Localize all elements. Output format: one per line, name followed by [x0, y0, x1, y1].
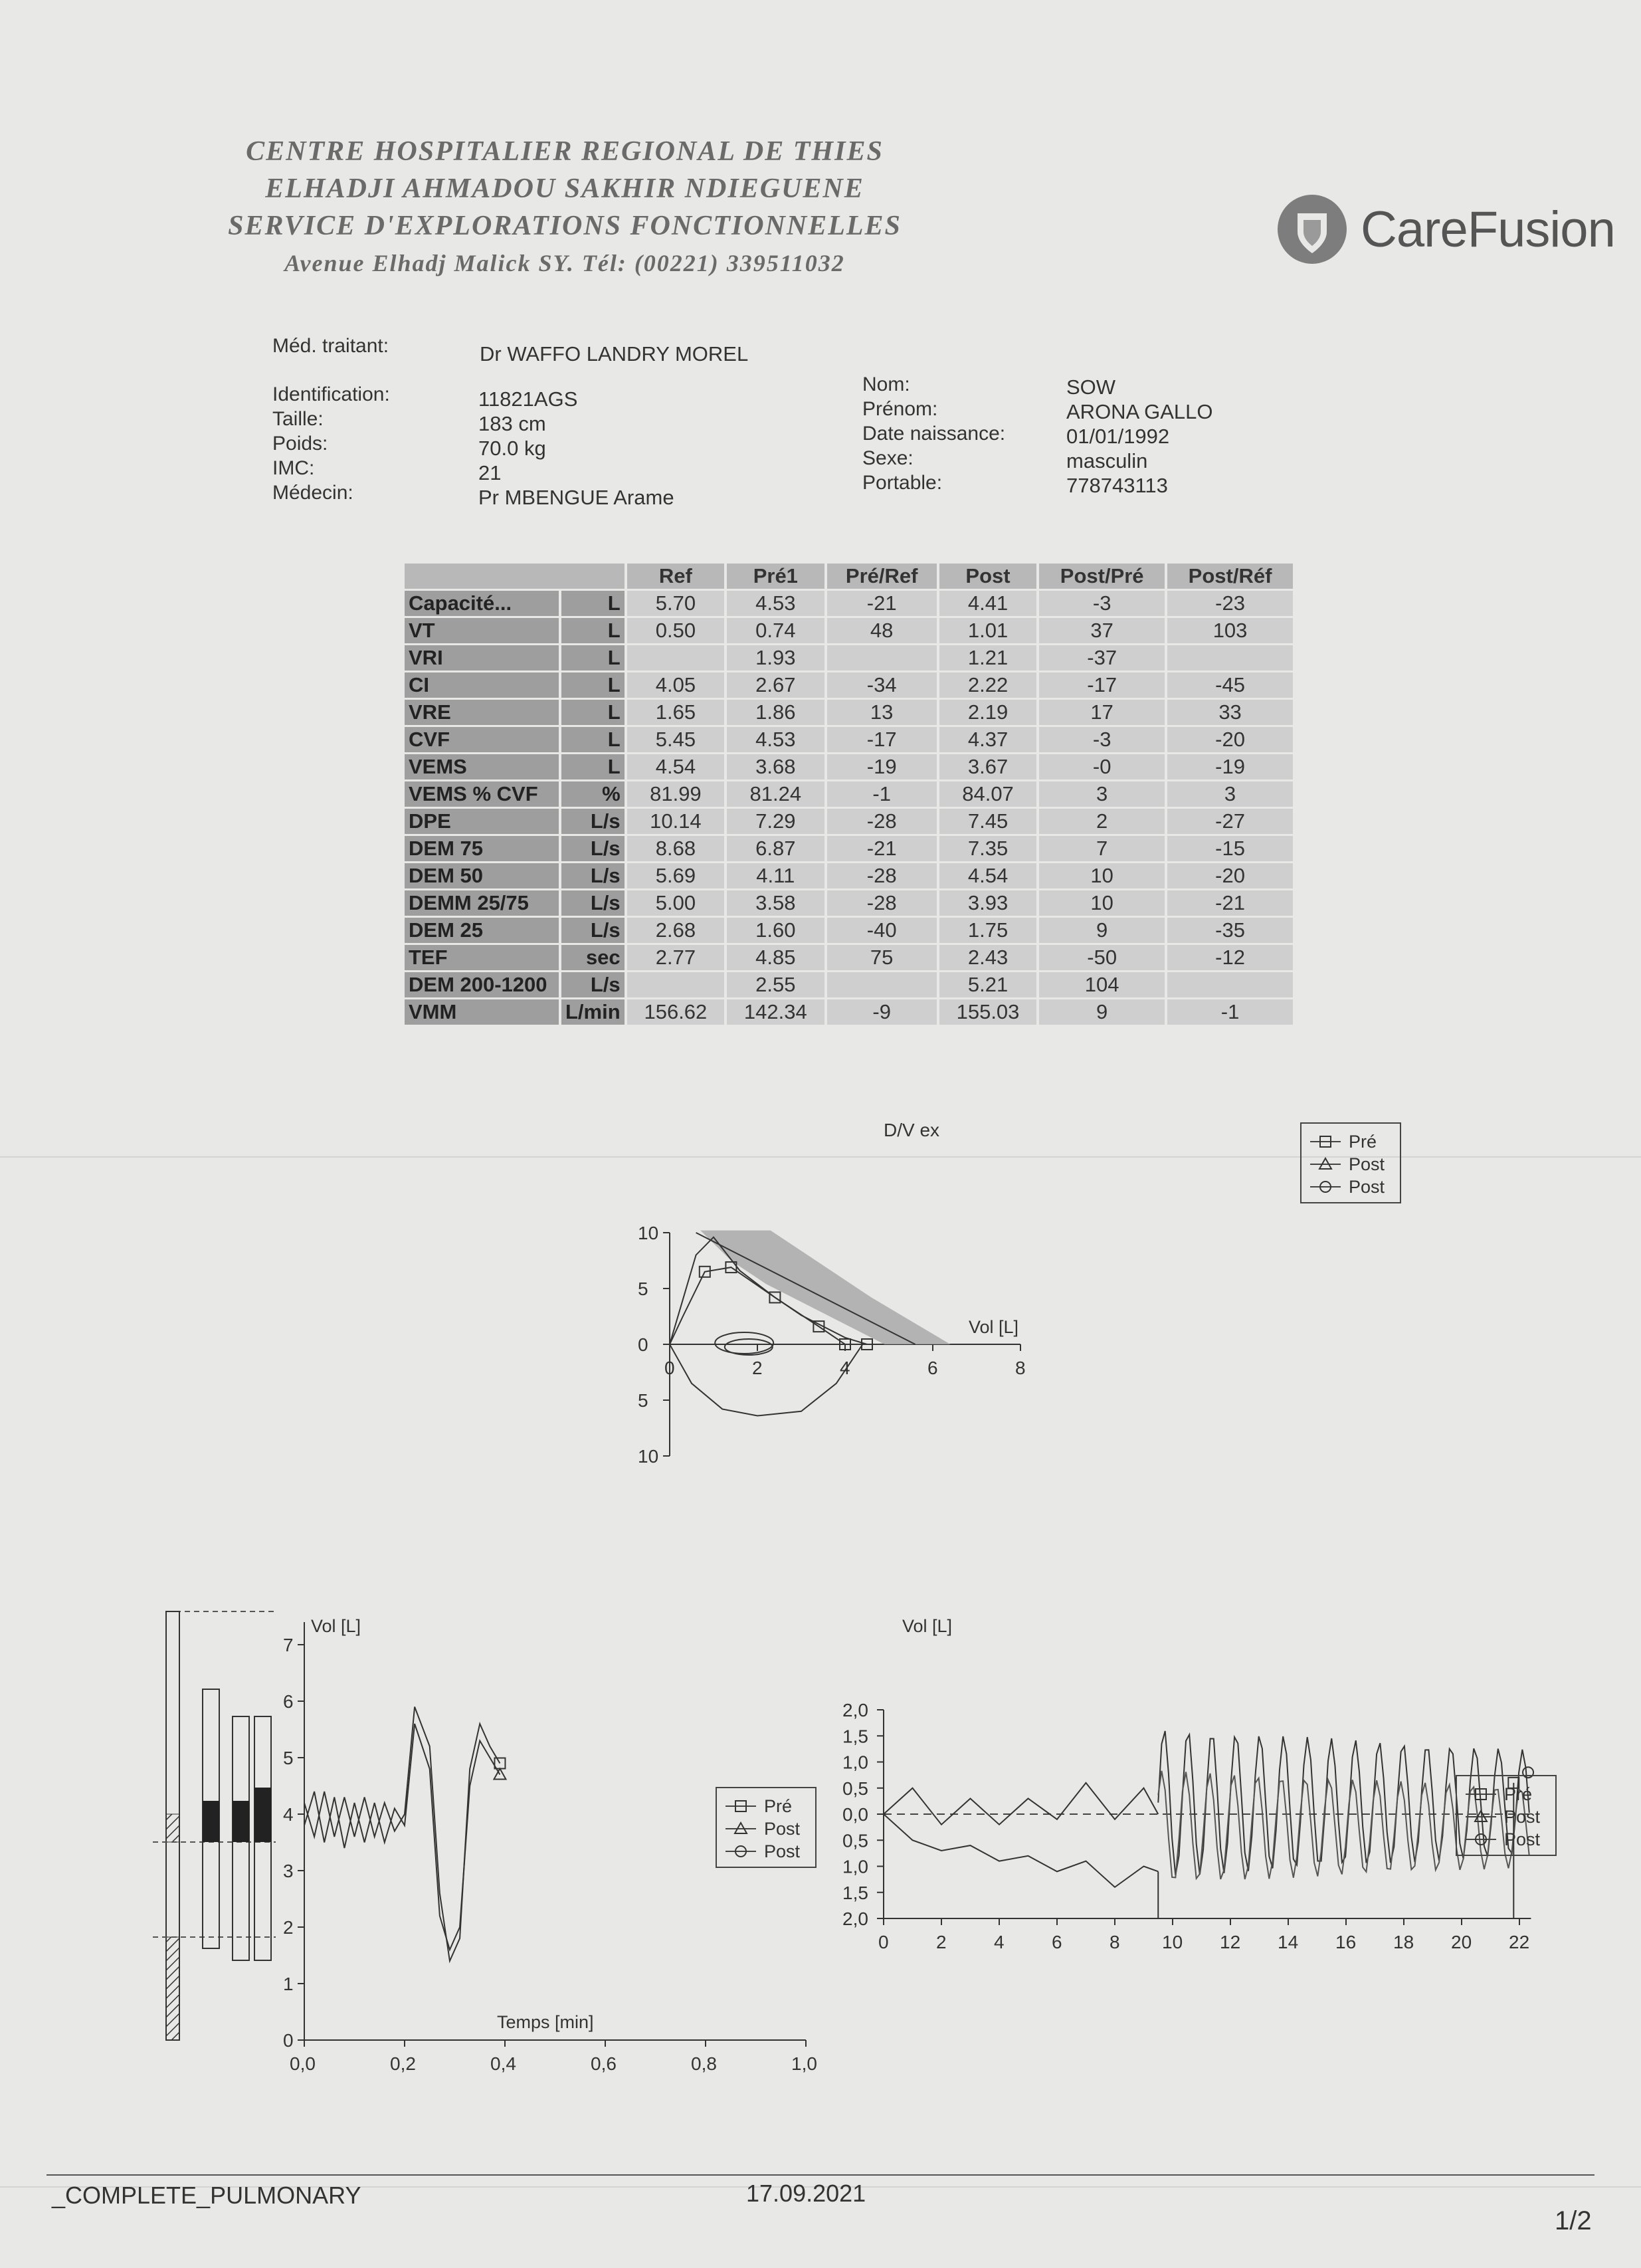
result-cell: -40 [827, 918, 937, 943]
y-tick-label: 2 [283, 1917, 294, 1938]
param-name: DEM 50 [405, 863, 559, 888]
series-line [670, 1344, 862, 1416]
x-tick-label: 16 [1335, 1932, 1357, 1952]
result-cell: -23 [1167, 591, 1293, 616]
result-cell [827, 645, 937, 670]
param-name: DEM 200-1200 [405, 972, 559, 997]
result-cell: -0 [1039, 754, 1165, 779]
result-cell: 156.62 [627, 999, 724, 1025]
result-cell: -1 [827, 781, 937, 807]
x-tick-label: 0,6 [591, 2053, 617, 2074]
result-cell: -1 [1167, 999, 1293, 1025]
y-tick-label: 0,5 [842, 1778, 868, 1799]
param-unit: L [561, 591, 625, 616]
footer-divider [47, 2174, 1594, 2176]
x-tick-label: 14 [1278, 1932, 1299, 1952]
result-cell: 5.70 [627, 591, 724, 616]
y-tick-label: 0 [638, 1334, 648, 1355]
y-tick-label: 0,0 [842, 1804, 868, 1825]
result-cell: 5.21 [939, 972, 1036, 997]
param-name: VT [405, 618, 559, 643]
param-name: VRI [405, 645, 559, 670]
result-cell: 4.41 [939, 591, 1036, 616]
y-tick-label: 0 [283, 2030, 294, 2051]
result-cell: -34 [827, 672, 937, 698]
result-cell: 4.54 [627, 754, 724, 779]
result-cell: 103 [1167, 618, 1293, 643]
result-cell: -19 [827, 754, 937, 779]
result-cell: 48 [827, 618, 937, 643]
result-cell: 4.11 [727, 863, 824, 888]
y-tick-label: 1,5 [842, 1882, 868, 1903]
result-cell: 4.37 [939, 727, 1036, 752]
result-cell: 3.68 [727, 754, 824, 779]
result-cell: 2.19 [939, 700, 1036, 725]
value-taille: 183 cm [478, 412, 546, 435]
param-name: CI [405, 672, 559, 698]
hospital-line: ELHADJI AHMADOU SAKHIR NDIEGUENE [265, 173, 864, 204]
result-cell: -3 [1039, 591, 1165, 616]
result-cell: 4.53 [727, 727, 824, 752]
value-prenom: ARONA GALLO [1066, 400, 1213, 423]
hospital-header [226, 133, 904, 282]
result-cell: -17 [827, 727, 937, 752]
result-cell: 81.99 [627, 781, 724, 807]
x-tick-label: 8 [1015, 1358, 1026, 1378]
result-cell: 10 [1039, 890, 1165, 916]
param-unit: L [561, 645, 625, 670]
x-tick-label: 22 [1509, 1932, 1530, 1952]
results-row [405, 672, 1293, 698]
param-unit: L/min [561, 999, 625, 1025]
result-cell: -50 [1039, 945, 1165, 970]
chart-title: D/V ex [884, 1120, 940, 1140]
results-row [405, 863, 1293, 888]
param-unit: L [561, 754, 625, 779]
result-cell: 2.22 [939, 672, 1036, 698]
result-cell: -9 [827, 999, 937, 1025]
result-cell: -3 [1039, 727, 1165, 752]
x-tick-label: 8 [1110, 1932, 1120, 1952]
y-axis-label: Vol [L] [902, 1616, 953, 1636]
footer-date: 17.09.2021 [746, 2180, 866, 2207]
legend-label: Post [764, 1841, 801, 1861]
result-cell: -35 [1167, 918, 1293, 943]
result-cell: 3 [1039, 781, 1165, 807]
value-poids: 70.0 kg [478, 437, 546, 460]
param-name: Capacité... [405, 591, 559, 616]
legend-label: Post [764, 1819, 801, 1839]
x-tick-label: 18 [1393, 1932, 1414, 1952]
result-cell [1167, 645, 1293, 670]
result-cell: -21 [1167, 890, 1293, 916]
result-cell: 7 [1039, 836, 1165, 861]
y-tick-label: 0,5 [842, 1830, 868, 1851]
x-tick-label: 6 [927, 1358, 938, 1378]
result-cell: 2.68 [627, 918, 724, 943]
result-cell: 1.65 [627, 700, 724, 725]
results-row [405, 809, 1293, 834]
result-cell: 2.55 [727, 972, 824, 997]
param-unit: % [561, 781, 625, 807]
result-cell: 7.29 [727, 809, 824, 834]
hospital-line: SERVICE D'EXPLORATIONS FONCTIONNELLES [228, 211, 902, 241]
x-tick-label: 2 [936, 1932, 947, 1952]
param-name: VMM [405, 999, 559, 1025]
footer-report-name: _COMPLETE_PULMONARY [52, 2182, 361, 2209]
result-cell: 5.00 [627, 890, 724, 916]
results-row [405, 945, 1293, 970]
series-line [304, 1707, 500, 1962]
label-imc: IMC: [272, 457, 315, 479]
result-cell: 84.07 [939, 781, 1036, 807]
param-name: TEF [405, 945, 559, 970]
param-name: VEMS % CVF [405, 781, 559, 807]
value-sexe: masculin [1066, 449, 1148, 472]
chart-legend [716, 1788, 816, 1867]
param-name: DPE [405, 809, 559, 834]
param-name: DEM 75 [405, 836, 559, 861]
result-cell: 5.69 [627, 863, 724, 888]
label-medecin: Médecin: [272, 482, 353, 504]
legend-label: Pré [1349, 1132, 1377, 1152]
param-unit: L/s [561, 972, 625, 997]
result-cell: -17 [1039, 672, 1165, 698]
x-tick-label: 4 [840, 1358, 850, 1378]
chart-legend [1456, 1776, 1556, 1855]
tidal-loop [725, 1339, 773, 1355]
result-cell: 3 [1167, 781, 1293, 807]
result-cell: 81.24 [727, 781, 824, 807]
result-cell: 8.68 [627, 836, 724, 861]
legend-label: Pré [1504, 1784, 1533, 1804]
label-identification: Identification: [272, 383, 390, 405]
x-tick-label: 1,0 [791, 2053, 817, 2074]
param-unit: L/s [561, 836, 625, 861]
result-cell: 10 [1039, 863, 1165, 888]
result-cell: -28 [827, 890, 937, 916]
result-cell [627, 645, 724, 670]
x-tick-label: 10 [1162, 1932, 1183, 1952]
label-portable: Portable: [862, 472, 943, 494]
hospital-address: Avenue Elhadj Malick SY. Tél: (00221) 339511032 [284, 250, 845, 276]
param-name: VEMS [405, 754, 559, 779]
result-cell: 3.58 [727, 890, 824, 916]
result-cell: 1.93 [727, 645, 824, 670]
result-cell: 7.35 [939, 836, 1036, 861]
value-identification: 11821AGS [478, 387, 578, 411]
header-pre-ref: Pré/Ref [827, 564, 937, 589]
results-row [405, 700, 1293, 725]
result-cell: 17 [1039, 700, 1165, 725]
y-tick-label: 4 [283, 1804, 294, 1825]
x-tick-label: 6 [1052, 1932, 1062, 1952]
x-tick-label: 0 [664, 1358, 675, 1378]
header-blank [405, 564, 625, 589]
x-tick-label: 0,4 [490, 2053, 516, 2074]
result-cell: 10.14 [627, 809, 724, 834]
result-cell: 75 [827, 945, 937, 970]
param-name: VRE [405, 700, 559, 725]
y-tick-label: 10 [638, 1223, 659, 1243]
result-cell: 4.05 [627, 672, 724, 698]
result-cell: 37 [1039, 618, 1165, 643]
patient-right-values [1066, 375, 1213, 498]
x-tick-label: 0 [878, 1932, 889, 1952]
result-cell: -45 [1167, 672, 1293, 698]
result-cell: 2.67 [727, 672, 824, 698]
label-poids: Poids: [272, 433, 328, 455]
volume-time-chart [146, 1595, 830, 2087]
results-row [405, 781, 1293, 807]
result-cell: -19 [1167, 754, 1293, 779]
result-cell [1167, 972, 1293, 997]
param-unit: L/s [561, 809, 625, 834]
label-prenom: Prénom: [862, 398, 938, 420]
legend-label: Pré [764, 1796, 793, 1816]
result-cell: 2 [1039, 809, 1165, 834]
results-row [405, 890, 1293, 916]
param-unit: L [561, 700, 625, 725]
footer-page-number: 1/2 [1555, 2206, 1592, 2235]
y-tick-label: 10 [638, 1446, 659, 1467]
logo-text: CareFusion [1361, 201, 1615, 258]
label-taille: Taille: [272, 408, 324, 430]
result-cell: 3.93 [939, 890, 1036, 916]
param-unit: sec [561, 945, 625, 970]
result-cell: -20 [1167, 863, 1293, 888]
result-cell: -37 [1039, 645, 1165, 670]
carefusion-logo [1276, 186, 1615, 272]
header-ref: Ref [627, 564, 724, 589]
result-cell: 4.54 [939, 863, 1036, 888]
y-tick-label: 1,0 [842, 1752, 868, 1773]
param-unit: L/s [561, 863, 625, 888]
value-date-naissance: 01/01/1992 [1066, 425, 1170, 448]
header-post: Post [939, 564, 1036, 589]
result-cell: 13 [827, 700, 937, 725]
result-cell: -12 [1167, 945, 1293, 970]
result-cell: 104 [1039, 972, 1165, 997]
result-cell: 33 [1167, 700, 1293, 725]
result-cell: -28 [827, 863, 937, 888]
results-row [405, 972, 1293, 997]
x-tick-label: 0,8 [691, 2053, 717, 2074]
results-row [405, 618, 1293, 643]
result-cell: 142.34 [727, 999, 824, 1025]
med-traitant-label: Méd. traitant: [272, 335, 389, 357]
x-tick-label: 4 [994, 1932, 1005, 1952]
result-cell: 0.74 [727, 618, 824, 643]
legend-label: Post [1349, 1154, 1385, 1174]
param-name: DEMM 25/75 [405, 890, 559, 916]
header-pre1: Pré1 [727, 564, 824, 589]
result-cell: 4.53 [727, 591, 824, 616]
value-imc: 21 [478, 461, 502, 484]
result-cell: 3.67 [939, 754, 1036, 779]
result-cell: 155.03 [939, 999, 1036, 1025]
result-cell: -27 [1167, 809, 1293, 834]
legend-label: Post [1504, 1807, 1541, 1827]
result-cell: 6.87 [727, 836, 824, 861]
series-line [304, 1724, 500, 1950]
param-name: CVF [405, 727, 559, 752]
result-cell: 1.60 [727, 918, 824, 943]
y-tick-label: 3 [283, 1861, 294, 1881]
x-tick-label: 2 [752, 1358, 763, 1378]
tidal-loop [715, 1332, 773, 1354]
results-body [405, 591, 1293, 1025]
param-unit: L/s [561, 890, 625, 916]
param-unit: L [561, 618, 625, 643]
result-cell: -28 [827, 809, 937, 834]
legend-label: Post [1504, 1829, 1541, 1849]
legend-label: Post [1349, 1177, 1385, 1197]
results-header-row [405, 564, 1293, 589]
result-cell: 1.01 [939, 618, 1036, 643]
result-cell: -15 [1167, 836, 1293, 861]
result-cell: 2.43 [939, 945, 1036, 970]
result-cell [827, 972, 937, 997]
label-nom: Nom: [862, 373, 910, 395]
param-unit: L/s [561, 918, 625, 943]
result-cell: 9 [1039, 918, 1165, 943]
x-tick-label: 0,0 [290, 2053, 316, 2074]
y-tick-label: 5 [638, 1390, 648, 1411]
med-traitant-value: Dr WAFFO LANDRY MOREL [480, 342, 749, 365]
y-tick-label: 1,5 [842, 1726, 868, 1747]
result-cell: 1.21 [939, 645, 1036, 670]
result-cell: 9 [1039, 999, 1165, 1025]
result-cell: 5.45 [627, 727, 724, 752]
x-tick-label: 0,2 [390, 2053, 416, 2074]
value-medecin: Pr MBENGUE Arame [478, 486, 674, 509]
y-tick-label: 5 [283, 1748, 294, 1768]
result-cell: 7.45 [939, 809, 1036, 834]
result-cell: -21 [827, 591, 937, 616]
series-line [884, 1783, 1158, 1825]
reference-line [696, 1233, 916, 1344]
result-cell: 1.86 [727, 700, 824, 725]
result-cell [627, 972, 724, 997]
x-tick-label: 12 [1220, 1932, 1241, 1952]
result-cell: 1.75 [939, 918, 1036, 943]
y-tick-label: 5 [638, 1279, 648, 1299]
series-line [884, 1814, 1158, 1887]
y-tick-label: 1,0 [842, 1856, 868, 1877]
x-axis-label: Temps [min] [497, 2012, 594, 2032]
x-tick-label: 20 [1451, 1932, 1472, 1952]
header-post-ref: Post/Réf [1167, 564, 1293, 589]
y-axis-label: Vol [L] [311, 1616, 361, 1636]
results-row [405, 918, 1293, 943]
lung-volume-bars [153, 1611, 276, 2040]
results-row [405, 727, 1293, 752]
results-row [405, 591, 1293, 616]
result-cell: 2.77 [627, 945, 724, 970]
tidal-volume-chart [830, 1595, 1568, 2087]
results-table [402, 562, 1296, 1027]
param-name: DEM 25 [405, 918, 559, 943]
param-unit: L [561, 727, 625, 752]
chart-legend [1301, 1123, 1400, 1203]
value-nom: SOW [1066, 375, 1116, 399]
result-cell: 4.85 [727, 945, 824, 970]
shield-icon [1276, 189, 1349, 269]
y-tick-label: 2,0 [842, 1908, 868, 1929]
y-tick-label: 6 [283, 1691, 294, 1712]
y-tick-label: 2,0 [842, 1700, 868, 1720]
y-tick-label: 1 [283, 1974, 294, 1994]
hospital-line: CENTRE HOSPITALIER REGIONAL DE THIES [246, 136, 884, 167]
series-line [1158, 1771, 1529, 1879]
y-tick-label: 7 [283, 1635, 294, 1655]
x-axis-label: Vol [L] [969, 1317, 1019, 1337]
patient-left-values [478, 387, 674, 510]
header-post-pre: Post/Pré [1039, 564, 1165, 589]
patient-left-labels [272, 382, 390, 505]
flow-volume-chart [598, 1103, 1422, 1582]
result-cell: -20 [1167, 727, 1293, 752]
value-portable: 778743113 [1066, 474, 1168, 497]
results-row [405, 836, 1293, 861]
param-unit: L [561, 672, 625, 698]
result-cell: 0.50 [627, 618, 724, 643]
results-row [405, 999, 1293, 1025]
label-sexe: Sexe: [862, 447, 914, 469]
results-row [405, 645, 1293, 670]
results-row [405, 754, 1293, 779]
result-cell: -21 [827, 836, 937, 861]
patient-right-labels [862, 372, 1005, 495]
label-date-naissance: Date naissance: [862, 423, 1006, 445]
